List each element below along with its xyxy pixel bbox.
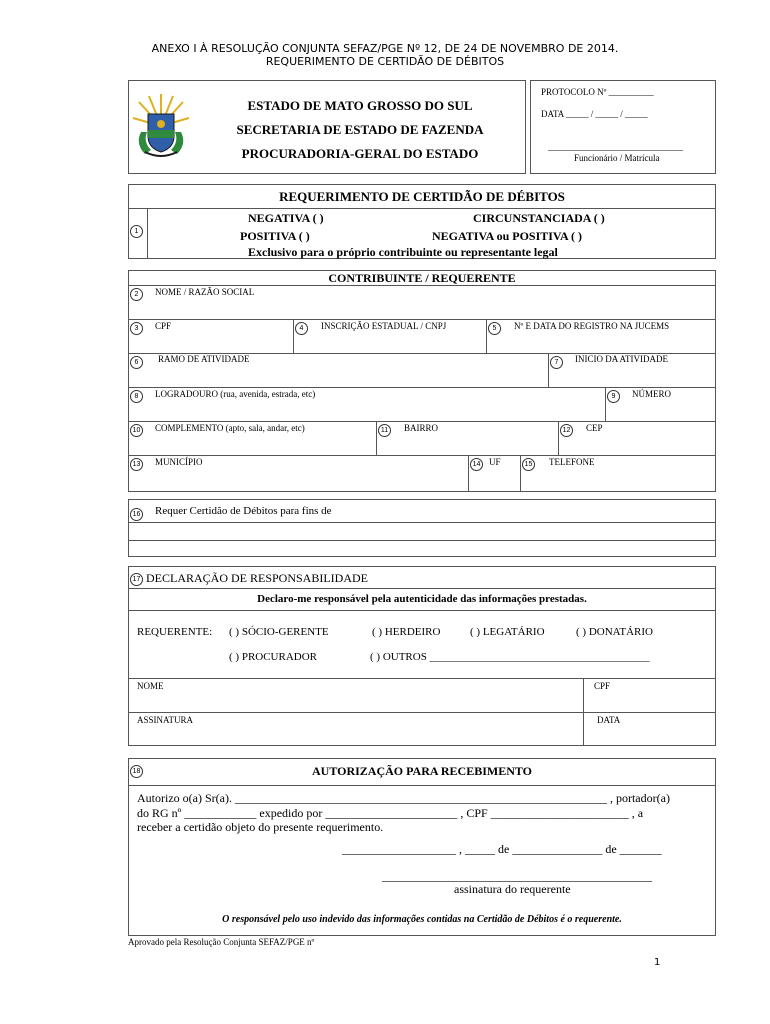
label-registro-jucems: Nº E DATA DO REGISTRO NA JUCEMS [514, 321, 670, 331]
misuse-warning: O responsável pelo uso indevido das informações contidas na Certidão de Débitos é o requerente. [222, 914, 622, 925]
label-ramo-atividade: RAMO DE ATIVIDADE [158, 354, 250, 364]
declaration-title: DECLARAÇÃO DE RESPONSABILIDADE [146, 571, 369, 585]
municipio-input[interactable] [150, 472, 462, 486]
inicio-atividade-input[interactable] [565, 370, 710, 384]
label-numero: NÚMERO [632, 389, 672, 399]
label-nome-razao-social: NOME / RAZÃO SOCIAL [155, 287, 255, 297]
label-complemento: COMPLEMENTO (apto, sala, andar, etc) [155, 423, 305, 433]
label-inscricao-estadual-cnpj: INSCRIÇÃO ESTADUAL / CNPJ [321, 321, 447, 331]
field-number-3: 3 [130, 322, 143, 335]
header-line-2: REQUERIMENTO DE CERTIDÃO DE DÉBITOS [265, 55, 505, 68]
option-outros[interactable]: ( ) OUTROS ________________________________________ [370, 651, 650, 663]
label-declarant-signature: ASSINATURA [137, 715, 194, 725]
option-socio-gerente[interactable]: ( ) SÓCIO-GERENTE [229, 626, 329, 638]
agency-name [200, 94, 520, 166]
protocol-employee-label: Funcionário / Matrícula [574, 153, 660, 163]
option-negativa[interactable]: NEGATIVA ( ) [248, 211, 324, 225]
complemento-input[interactable] [150, 438, 370, 452]
telefone-input[interactable] [540, 472, 710, 486]
bairro-input[interactable] [395, 438, 553, 452]
label-declarant-name: NOME [137, 681, 164, 691]
purpose-input[interactable] [365, 505, 710, 519]
declarant-signature-input[interactable] [137, 728, 577, 742]
protocol-signature-line: ______________________________ [548, 142, 683, 152]
requerente-label: REQUERENTE: [137, 626, 213, 638]
registro-jucems-input[interactable] [505, 336, 710, 350]
field-number-18: 18 [130, 765, 143, 778]
exclusive-note: Exclusivo para o próprio contribuinte ou representante legal [248, 245, 558, 259]
label-declarant-date: DATA [597, 715, 621, 725]
option-procurador[interactable]: ( ) PROCURADOR [229, 651, 318, 663]
agency-line-1: ESTADO DE MATO GROSSO DO SUL [247, 98, 473, 113]
label-logradouro: LOGRADOURO (rua, avenida, estrada, etc) [155, 389, 316, 399]
label-telefone: TELEFONE [549, 457, 595, 467]
field-number-16: 16 [130, 508, 143, 521]
authorization-signature-line: _____________________________________________ [382, 869, 652, 883]
declarant-cpf-input[interactable] [590, 694, 710, 708]
field-number-9: 9 [607, 390, 620, 403]
field-number-15: 15 [522, 458, 535, 471]
authorization-date-line: ___________________ , _____ de _______________ de _______ [342, 842, 662, 856]
authorization-title: AUTORIZAÇÃO PARA RECEBIMENTO [311, 764, 533, 778]
declarant-date-input[interactable] [590, 728, 710, 742]
label-uf: UF [489, 457, 501, 467]
field-number-1: 1 [130, 225, 143, 238]
field-number-11: 11 [378, 424, 391, 437]
document-header [0, 42, 770, 68]
nome-razao-social-input[interactable] [150, 302, 710, 316]
protocol-date-label: DATA _____ / _____ / _____ [541, 109, 648, 119]
agency-line-3: PROCURADORIA-GERAL DO ESTADO [241, 146, 479, 161]
page-number: 1 [654, 957, 661, 968]
cep-input[interactable] [576, 438, 710, 452]
label-cpf: CPF [155, 321, 172, 331]
field-number-17: 17 [130, 573, 143, 586]
label-inicio-atividade: INICIO DA ATIVIDADE [575, 354, 668, 364]
approval-note: Aprovado pela Resolução Conjunta SEFAZ/PGE nº [128, 937, 315, 947]
authorization-line-2: do RG nº ____________ expedido por ______________________ , CPF _______________________ , a [137, 806, 644, 820]
option-herdeiro[interactable]: ( ) HERDEIRO [372, 626, 441, 638]
field-number-14: 14 [470, 458, 483, 471]
purpose-label: Requer Certidão de Débitos para fins de [155, 505, 332, 517]
taxpayer-title: CONTRIBUINTE / REQUERENTE [328, 271, 516, 285]
protocol-number-label: PROTOCOLO Nº __________ [541, 87, 654, 97]
label-declarant-cpf: CPF [594, 681, 611, 691]
field-number-2: 2 [130, 288, 143, 301]
field-number-4: 4 [295, 322, 308, 335]
declaration-subtitle: Declaro-me responsável pela autenticidade das informações prestadas. [257, 593, 587, 605]
field-number-10: 10 [130, 424, 143, 437]
section-1-title: REQUERIMENTO DE CERTIDÃO DE DÉBITOS [279, 189, 565, 204]
field-number-7: 7 [550, 356, 563, 369]
field-number-8: 8 [130, 390, 143, 403]
option-donatario[interactable]: ( ) DONATÁRIO [576, 626, 653, 638]
cpf-input[interactable] [150, 336, 288, 350]
label-bairro: BAIRRO [404, 423, 439, 433]
option-negativa-ou-positiva[interactable]: NEGATIVA ou POSITIVA ( ) [432, 229, 583, 243]
agency-line-2: SECRETARIA DE ESTADO DE FAZENDA [236, 122, 484, 137]
label-municipio: MUNICÍPIO [155, 457, 203, 467]
option-legatario[interactable]: ( ) LEGATÁRIO [470, 626, 545, 638]
header-line-1: ANEXO I À RESOLUÇÃO CONJUNTA SEFAZ/PGE Nº 12, DE 24 DE NOVEMBRO DE 2014. [151, 42, 619, 55]
option-positiva[interactable]: POSITIVA ( ) [240, 229, 310, 243]
authorization-line-1: Autorizo o(a) Sr(a). ______________________________________________________________ , portador(a) [137, 791, 670, 805]
authorization-line-3: receber a certidão objeto do presente requerimento. [137, 820, 384, 834]
label-cep: CEP [586, 423, 603, 433]
field-number-6: 6 [130, 356, 143, 369]
logradouro-input[interactable] [150, 404, 600, 418]
numero-input[interactable] [622, 404, 710, 418]
field-number-13: 13 [130, 458, 143, 471]
option-circunstanciada[interactable]: CIRCUNSTANCIADA ( ) [473, 211, 605, 225]
inscricao-estadual-input[interactable] [310, 336, 482, 350]
field-number-12: 12 [560, 424, 573, 437]
declarant-name-input[interactable] [137, 694, 577, 708]
uf-input[interactable] [485, 472, 515, 486]
authorization-signature-caption: assinatura do requerente [454, 882, 571, 896]
field-number-5: 5 [488, 322, 501, 335]
state-crest-icon [131, 92, 191, 160]
ramo-atividade-input[interactable] [150, 370, 542, 384]
